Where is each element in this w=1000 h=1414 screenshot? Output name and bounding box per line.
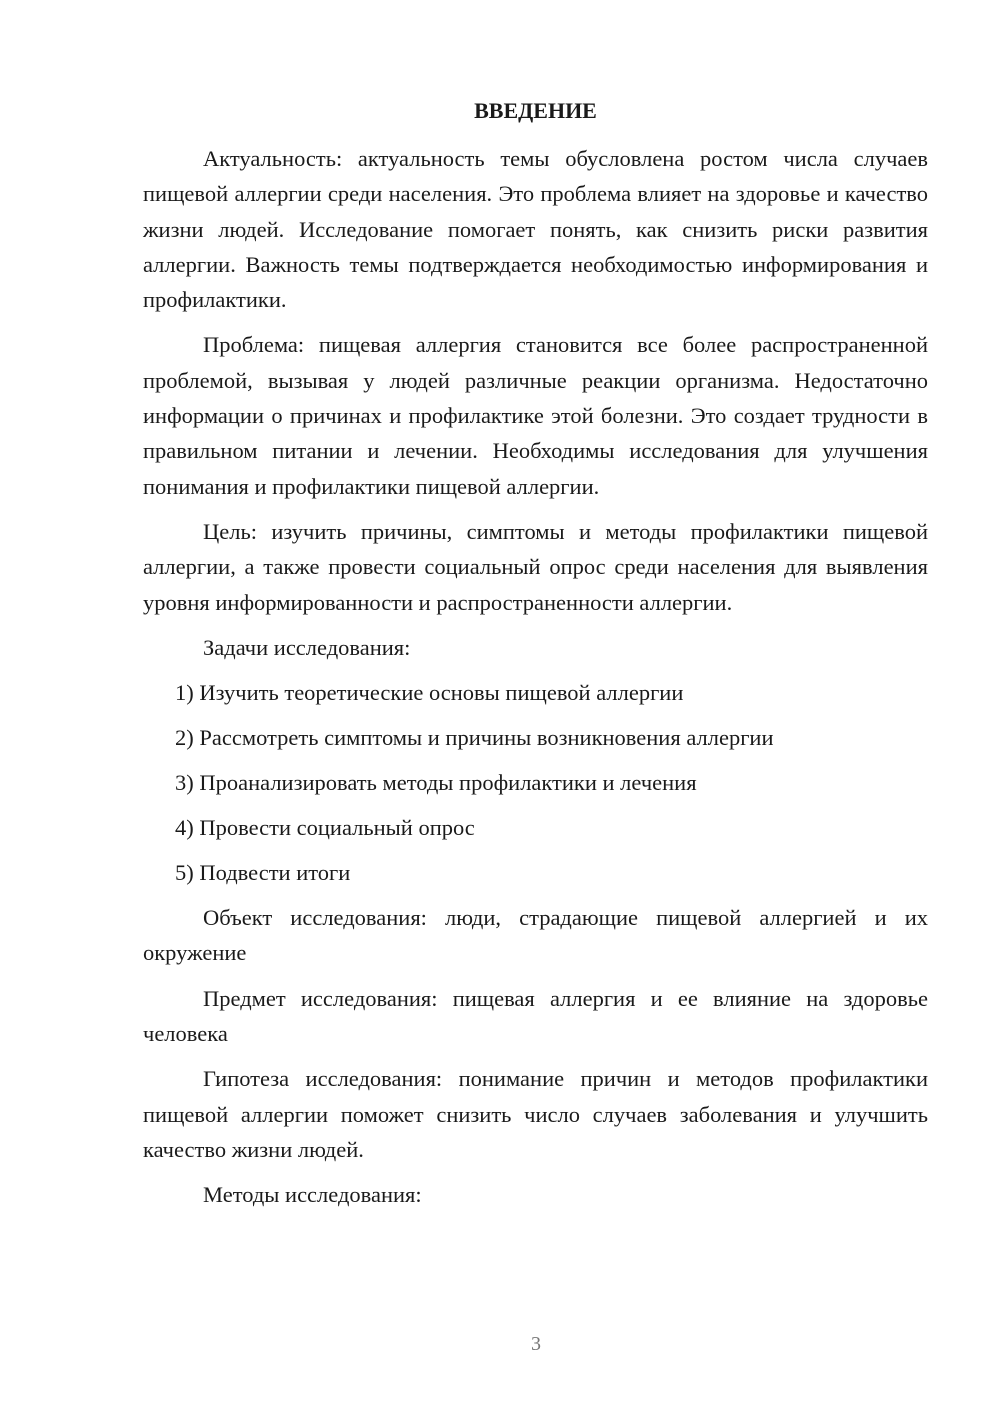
page-number: 3 — [531, 1333, 541, 1355]
list-item: 2) Рассмотреть симптомы и причины возникновения аллергии — [175, 725, 774, 751]
goal-paragraph: Цель: изучить причины, симптомы и методы профилактики пищевой аллергии, а также провести социальный опрос среди населения для выявления уровня информированности и распространенности аллергии. — [143, 518, 928, 615]
list-item: 3) Проанализировать методы профилактики и лечения — [175, 770, 697, 796]
object-paragraph: Объект исследования: люди, страдающие пищевой аллергией и их окружение — [143, 905, 928, 966]
list-item: 5) Подвести итоги — [175, 860, 351, 886]
problem-paragraph: Проблема: пищевая аллергия становится все более распространенной проблемой, вызывая у людей различные реакции организма. Недостаточно информации о причинах и профилактике этой болезни. Это создает трудности в правильном питании и лечении. Необходимы исследования для улучшения понимания и профилактики пищевой аллергии. — [143, 332, 928, 499]
methods-heading: Методы исследования: — [203, 1182, 422, 1208]
list-item: 4) Провести социальный опрос — [175, 815, 475, 841]
tasks-list — [143, 675, 928, 890]
section-heading: ВВЕДЕНИЕ — [474, 98, 597, 123]
list-item: 1) Изучить теоретические основы пищевой аллергии — [175, 680, 684, 706]
relevance-paragraph: Актуальность: актуальность темы обусловлена ростом числа случаев пищевой аллергии среди населения. Это проблема влияет на здоровье и качество жизни людей. Исследование помогает понять, как снизить риски развития аллергии. Важность темы подтверждается необходимостью информирования и профилактики. — [143, 146, 928, 313]
subject-paragraph: Предмет исследования: пищевая аллергия и ее влияние на здоровье человека — [143, 985, 928, 1046]
tasks-heading: Задачи исследования: — [203, 634, 411, 660]
hypothesis-paragraph: Гипотеза исследования: понимание причин и методов профилактики пищевой аллергии поможет снизить число случаев заболевания и улучшить качество жизни людей. — [143, 1066, 928, 1162]
document-body — [143, 93, 928, 1222]
